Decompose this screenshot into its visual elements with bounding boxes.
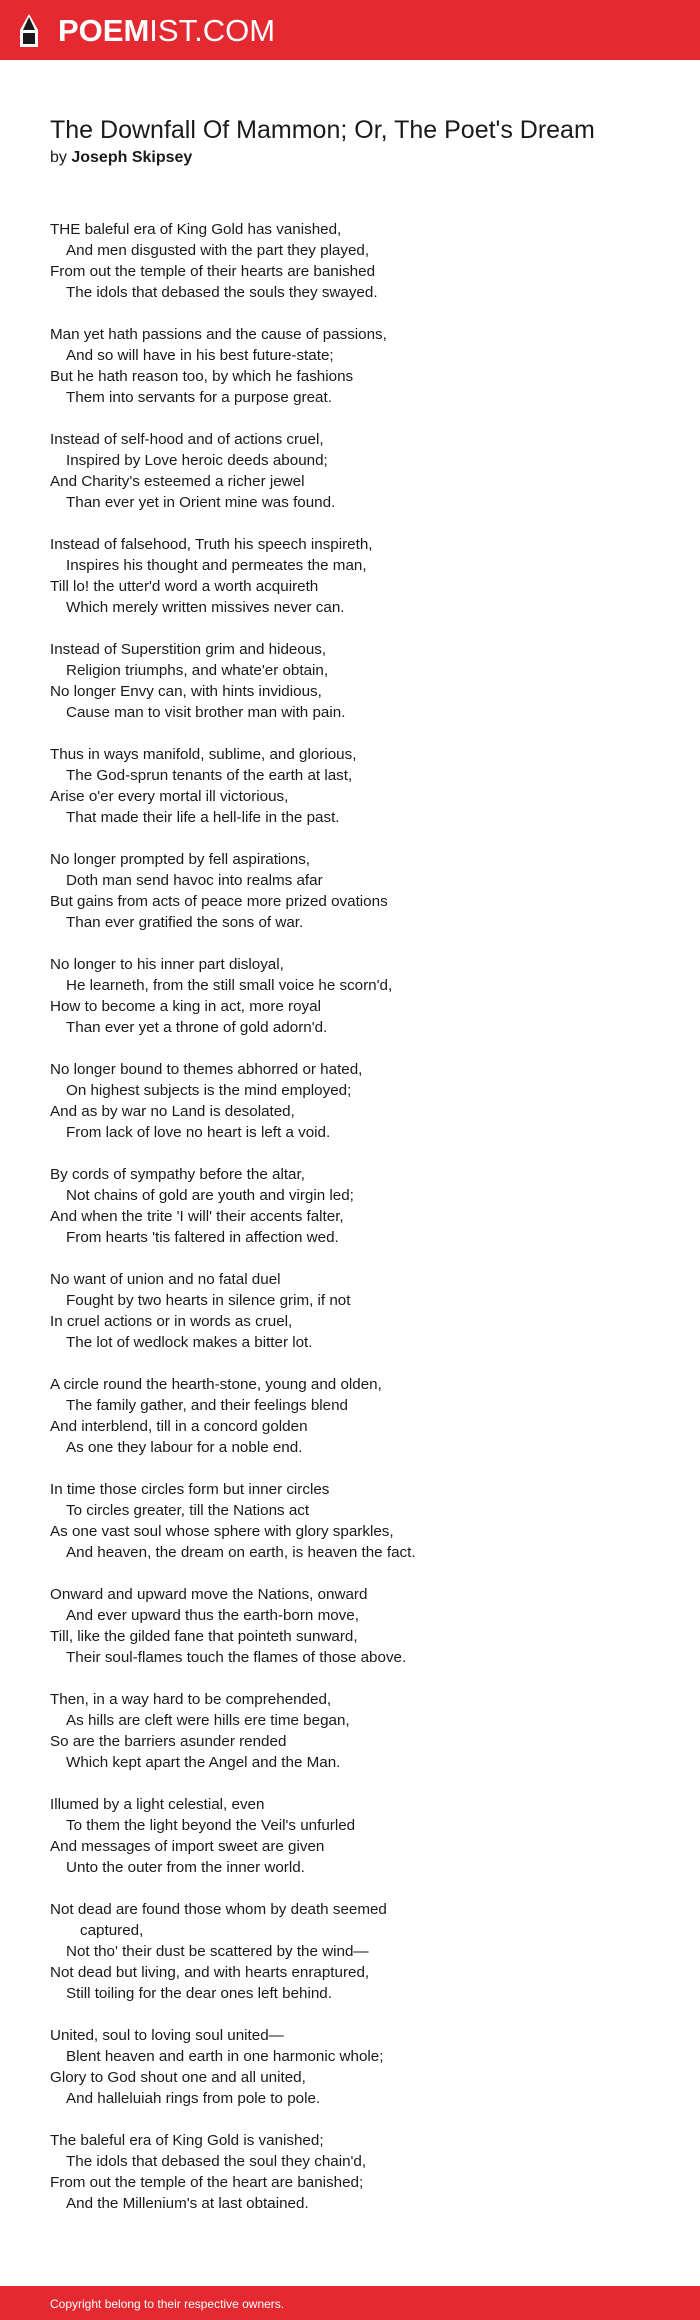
poem-stanza (50, 534, 650, 618)
poem-line: On highest subjects is the mind employed; (66, 1082, 352, 1099)
poem-line: A circle round the hearth-stone, young and olden, (50, 1376, 382, 1393)
poem-line: In time those circles form but inner circles (50, 1481, 330, 1498)
poem-line: Illumed by a light celestial, even (50, 1796, 265, 1813)
site-header (0, 0, 700, 60)
site-logo[interactable] (18, 13, 275, 49)
poem-stanza (50, 2130, 650, 2214)
copyright-text: Copyright belong to their respective owners. (50, 2297, 285, 2311)
poem-stanza (50, 1584, 650, 1668)
poem-line: But he hath reason too, by which he fashions (50, 368, 354, 385)
poem-line: Arise o'er every mortal ill victorious, (50, 788, 289, 805)
poem-body (50, 219, 650, 2235)
poem-line: Their soul-flames touch the flames of those above. (66, 1649, 407, 1666)
poem-line: And interblend, till in a concord golden (50, 1418, 308, 1435)
poem-stanza (50, 1794, 650, 1878)
site-footer (0, 2286, 700, 2320)
poem-line: No longer Envy can, with hints invidious, (50, 683, 322, 700)
poem-line: Glory to God shout one and all united, (50, 2069, 306, 2086)
poem-line: Them into servants for a purpose great. (66, 389, 332, 406)
poem-line: As one they labour for a noble end. (66, 1439, 303, 1456)
poem-line: Onward and upward move the Nations, onward (50, 1586, 368, 1603)
poem-stanza (50, 429, 650, 513)
poem-line: By cords of sympathy before the altar, (50, 1166, 305, 1183)
poem-line: And Charity's esteemed a richer jewel (50, 473, 305, 490)
poem-line: Than ever gratified the sons of war. (66, 914, 304, 931)
poem-stanza (50, 849, 650, 933)
poem-line: Man yet hath passions and the cause of passions, (50, 326, 387, 343)
poem-line: Till, like the gilded fane that pointeth sunward, (50, 1628, 358, 1645)
poem-line: No longer bound to themes abhorred or hated, (50, 1061, 363, 1078)
poem-line: And halleluiah rings from pole to pole. (66, 2090, 321, 2107)
poem-line: THE baleful era of King Gold has vanished, (50, 221, 342, 238)
poem-line: He learneth, from the still small voice he scorn'd, (66, 977, 393, 994)
poem-line: And ever upward thus the earth-born move, (66, 1607, 359, 1624)
logo-wordmark (58, 14, 275, 48)
poem-line: But gains from acts of peace more prized ovations (50, 893, 388, 910)
poem-line: Inspires his thought and permeates the man, (66, 557, 367, 574)
poem-line: No want of union and no fatal duel (50, 1271, 281, 1288)
poem-line: No longer to his inner part disloyal, (50, 956, 284, 973)
poem-line: Not tho' their dust be scattered by the wind— (66, 1943, 369, 1960)
poem-line: And messages of import sweet are given (50, 1838, 325, 1855)
poem-line: Than ever yet a throne of gold adorn'd. (66, 1019, 328, 1036)
poem-line: Instead of self-hood and of actions cruel, (50, 431, 324, 448)
poem-stanza (50, 1269, 650, 1353)
poem-stanza (50, 2025, 650, 2109)
poem-line: The baleful era of King Gold is vanished; (50, 2132, 324, 2149)
poem-line: In cruel actions or in words as cruel, (50, 1313, 293, 1330)
poem-byline (50, 147, 192, 169)
poem-line: The idols that debased the souls they swayed. (66, 284, 378, 301)
poem-line: United, soul to loving soul united— (50, 2027, 284, 2044)
poem-stanza (50, 1479, 650, 1563)
poem-line: From hearts 'tis faltered in affection wed. (66, 1229, 339, 1246)
poem-line: captured, (80, 1922, 144, 1939)
pen-nib-icon (18, 13, 40, 49)
poem-line: Instead of Superstition grim and hideous, (50, 641, 327, 658)
poem-line: As hills are cleft were hills ere time began, (66, 1712, 350, 1729)
poem-stanza (50, 639, 650, 723)
poem-line: From out the temple of their hearts are banished (50, 263, 376, 280)
poem-line: From lack of love no heart is left a void. (66, 1124, 331, 1141)
poem-line: Not dead but living, and with hearts enraptured, (50, 1964, 370, 1981)
poem-stanza (50, 1899, 650, 2004)
poem-title: The Downfall Of Mammon; Or, The Poet's Dream (50, 116, 595, 144)
poem-line: Doth man send havoc into realms afar (66, 872, 323, 889)
poem-line: So are the barriers asunder rended (50, 1733, 287, 1750)
poem-stanza (50, 1374, 650, 1458)
poem-line: Than ever yet in Orient mine was found. (66, 494, 336, 511)
poem-line: From out the temple of the heart are banished; (50, 2174, 364, 2191)
poem-stanza (50, 1059, 650, 1143)
poem-line: The family gather, and their feelings blend (66, 1397, 348, 1414)
by-label: by (50, 149, 67, 166)
poem-line: To them the light beyond the Veil's unfurled (66, 1817, 356, 1834)
poem-line: And as by war no Land is desolated, (50, 1103, 295, 1120)
poem-line: Till lo! the utter'd word a worth acquireth (50, 578, 319, 595)
poem-line: Unto the outer from the inner world. (66, 1859, 305, 1876)
poem-line: Instead of falsehood, Truth his speech inspireth, (50, 536, 373, 553)
logo-bold-text: POEM (58, 13, 150, 48)
poem-line: How to become a king in act, more royal (50, 998, 321, 1015)
author-link[interactable]: Joseph Skipsey (71, 149, 193, 166)
poem-line: The idols that debased the soul they chain'd, (66, 2153, 367, 2170)
poem-line: The God-sprun tenants of the earth at last, (66, 767, 353, 784)
poem-line: And the Millenium's at last obtained. (66, 2195, 309, 2212)
poem-line: Not dead are found those whom by death seemed (50, 1901, 387, 1918)
poem-line: Which merely written missives never can. (66, 599, 345, 616)
poem-stanza (50, 954, 650, 1038)
poem-stanza (50, 1689, 650, 1773)
poem-line: And heaven, the dream on earth, is heaven the fact. (66, 1544, 416, 1561)
poem-line: Inspired by Love heroic deeds abound; (66, 452, 328, 469)
poem-stanza (50, 219, 650, 303)
poem-line: Cause man to visit brother man with pain. (66, 704, 346, 721)
poem-line: Which kept apart the Angel and the Man. (66, 1754, 341, 1771)
poem-line: Blent heaven and earth in one harmonic whole; (66, 2048, 384, 2065)
poem-line: That made their life a hell-life in the past. (66, 809, 340, 826)
poem-line: And when the trite 'I will' their accents falter, (50, 1208, 344, 1225)
poem-stanza (50, 324, 650, 408)
poem-line: Still toiling for the dear ones left behind. (66, 1985, 332, 2002)
poem-line: Religion triumphs, and whate'er obtain, (66, 662, 329, 679)
poem-line: And men disgusted with the part they played, (66, 242, 370, 259)
poem-line: Then, in a way hard to be comprehended, (50, 1691, 332, 1708)
poem-line: The lot of wedlock makes a bitter lot. (66, 1334, 313, 1351)
poem-line: No longer prompted by fell aspirations, (50, 851, 311, 868)
poem-line: Not chains of gold are youth and virgin led; (66, 1187, 354, 1204)
poem-stanza (50, 744, 650, 828)
logo-light-text: IST.COM (149, 13, 276, 48)
poem-line: Thus in ways manifold, sublime, and glorious, (50, 746, 357, 763)
poem-line: To circles greater, till the Nations act (66, 1502, 310, 1519)
poem-stanza (50, 1164, 650, 1248)
poem-line: Fought by two hearts in silence grim, if not (66, 1292, 351, 1309)
poem-line: As one vast soul whose sphere with glory sparkles, (50, 1523, 394, 1540)
poem-line: And so will have in his best future-state; (66, 347, 334, 364)
